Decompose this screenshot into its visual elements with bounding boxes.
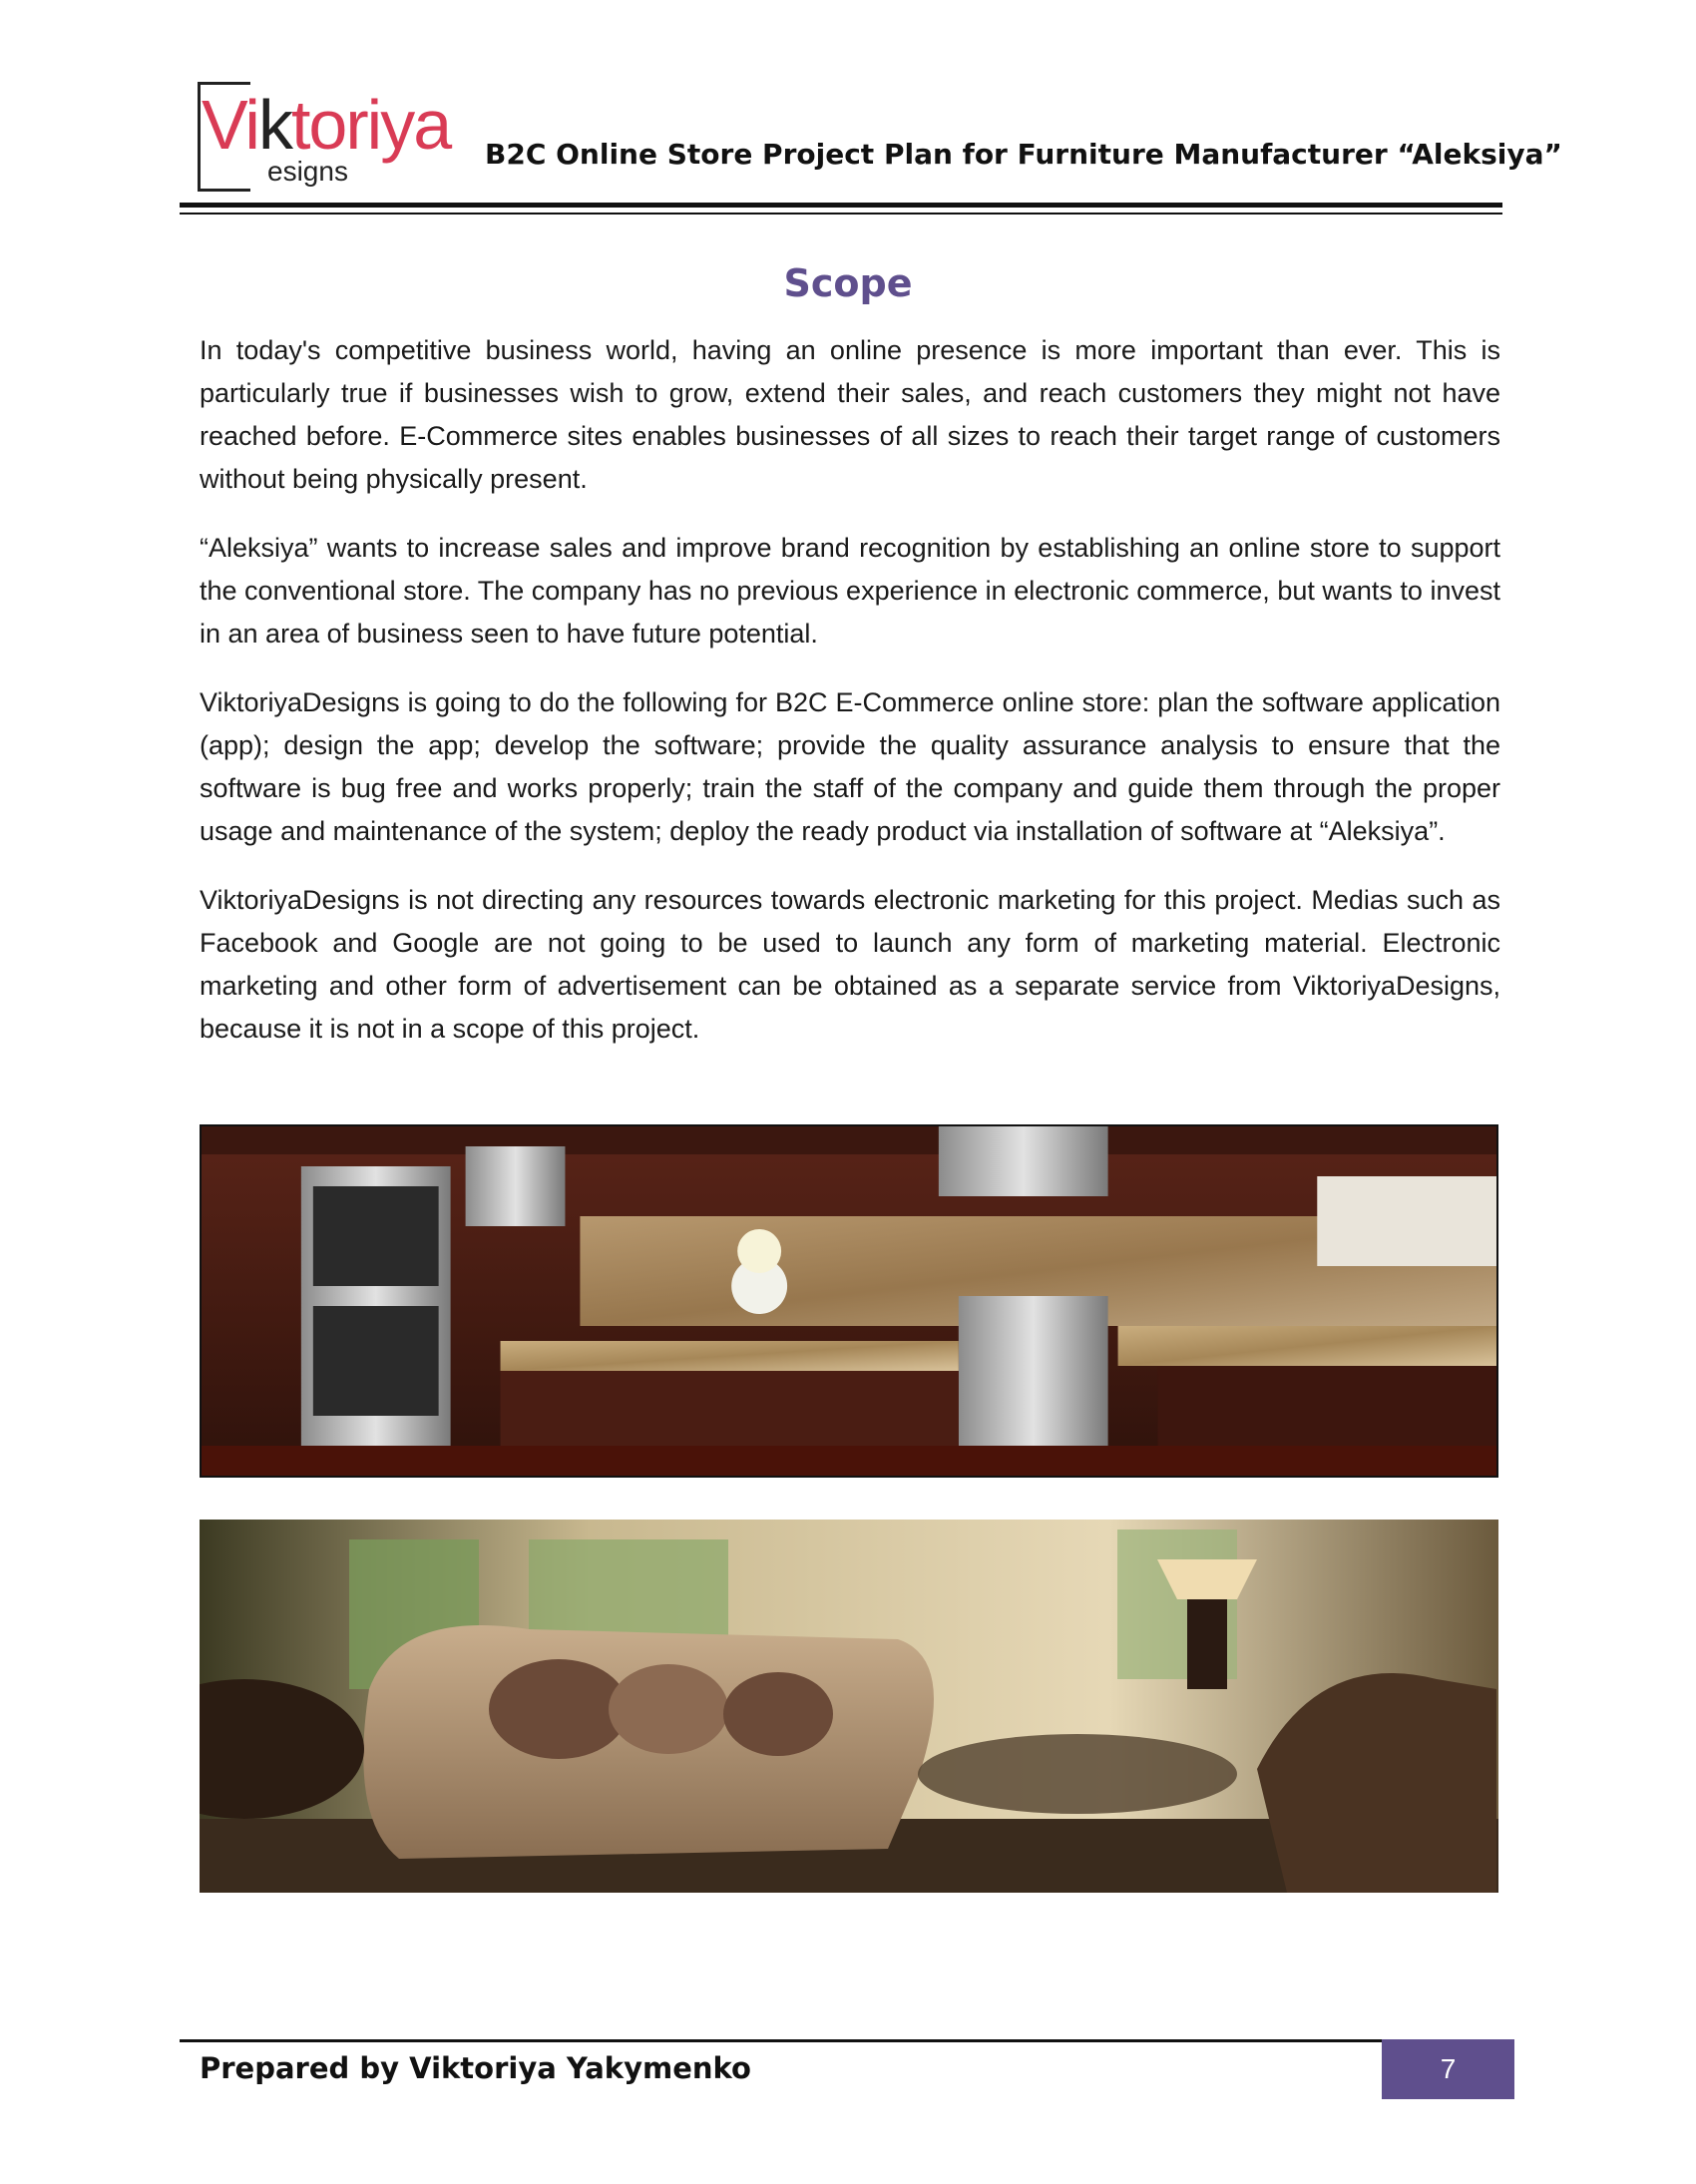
section-heading: Scope [783,261,913,305]
living-room-illustration [200,1520,1498,1893]
paragraph-2: “Aleksiya” wants to increase sales and improve brand recognition by establishing an online store to support the conventional store. The company has no previous experience in electronic commerce, but wants to invest in an area of business seen to have future potential. [200,533,1500,649]
company-logo [198,82,487,194]
logo-wordmark-accent: k [257,86,291,164]
footer-divider [180,2039,1506,2042]
page-number: 7 [1382,2039,1514,2099]
header-divider-thin [180,213,1502,215]
section-body [200,329,1500,1077]
document-header-title: B2C Online Store Project Plan for Furniture Manufacturer “Aleksiya” [485,138,1562,171]
header-divider-thick [180,203,1502,208]
footer-author: Prepared by Viktoriya Yakymenko [200,2051,751,2085]
kitchen-photo [200,1124,1498,1478]
paragraph-1: In today's competitive business world, having an online presence is more important than ever. This is particularly true if businesses wish to grow, extend their sales, and reach customers they might not have reached before. E-Commerce sites enables businesses of all sizes to reach their target range of customers without being physically present. [200,335,1500,494]
logo-wordmark: Viktoriya [202,86,451,164]
paragraph-4: ViktoriyaDesigns is not directing any resources towards electronic marketing for this project. Medias such as Facebook and Google are not going to be used to launch any form of marketing material. Electronic marketing and other form of advertisement can be obtained as a separate service from ViktoriyaDesigns, because it is not in a scope of this project. [200,885,1500,1044]
kitchen-illustration [202,1126,1496,1476]
living-room-photo [200,1520,1498,1893]
paragraph-3: ViktoriyaDesigns is going to do the following for B2C E-Commerce online store: plan the software application (app); design the app; develop the software; provide the quality assurance analysis to ensure that the software is bug free and works properly; train the staff of the company and guide them through the proper usage and maintenance of the system; deploy the ready product via installation of software at “Aleksiya”. [200,687,1500,846]
logo-subtext: esigns [267,156,348,187]
